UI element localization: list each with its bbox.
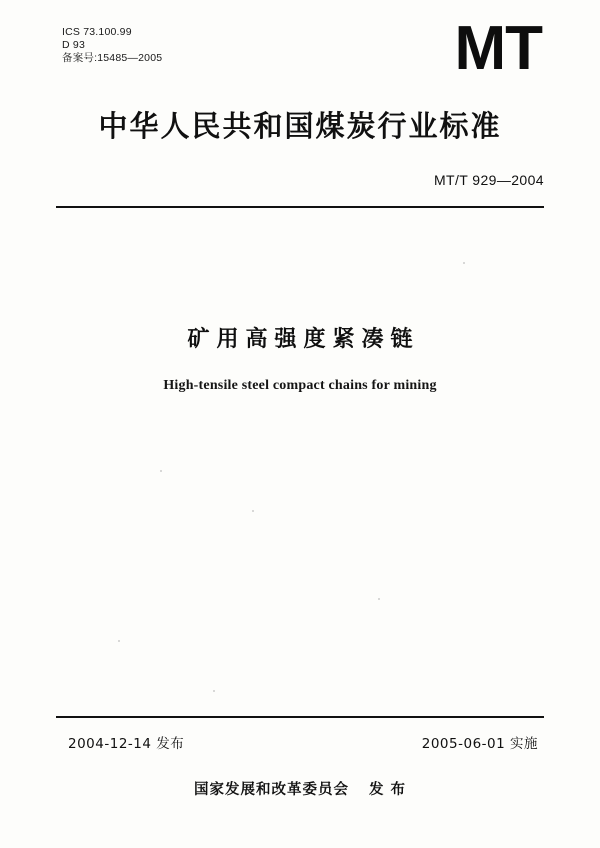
standard-code: MT/T 929—2004 <box>434 172 544 188</box>
issue-date: 2004-12-14 发布 <box>68 736 185 752</box>
issuer-name: 国家发展和改革委员会 <box>193 782 349 798</box>
scan-speck <box>213 690 215 692</box>
effective-date: 2005-06-01 实施 <box>421 736 538 752</box>
mt-logo: MT <box>454 14 542 83</box>
scan-speck <box>378 598 380 600</box>
issuer-line <box>0 778 600 799</box>
divider-bottom <box>56 716 544 718</box>
ics-code: ICS 73.100.99 <box>62 26 132 38</box>
scan-speck <box>252 510 254 512</box>
scan-speck <box>118 640 120 642</box>
subject-title-cn: 矿用高强度紧凑链 <box>187 327 420 352</box>
standard-title: 中华人民共和国煤炭行业标准 <box>98 109 502 143</box>
subject-title-en: High-tensile steel compact chains for mining <box>163 378 437 393</box>
record-number: 备案号:15485—2005 <box>62 52 163 64</box>
scan-speck <box>463 262 465 264</box>
scan-speck <box>160 470 162 472</box>
issuer-action: 发 布 <box>368 782 407 798</box>
classification-code: D 93 <box>62 39 85 51</box>
ics-block <box>62 26 162 65</box>
divider-top <box>56 206 544 208</box>
